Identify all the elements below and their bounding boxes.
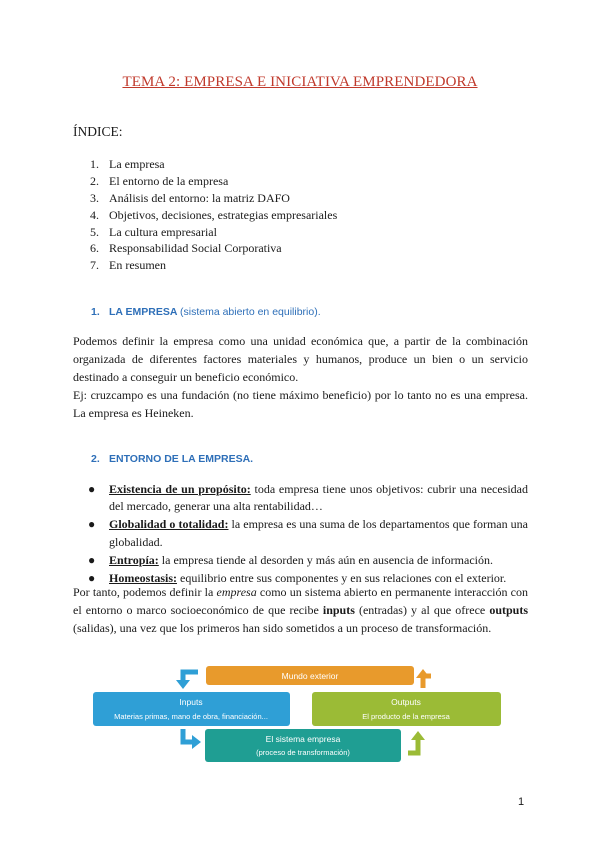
bullet-term: Existencia de un propósito: bbox=[109, 482, 251, 496]
arrow-head-icon bbox=[192, 735, 201, 749]
enterprise-system-diagram bbox=[90, 663, 504, 764]
section-1-number: 1. bbox=[91, 306, 100, 318]
bullet-term: Entropía: bbox=[109, 552, 159, 567]
index-item bbox=[90, 224, 337, 241]
index-item-text: El entorno de la empresa bbox=[109, 173, 229, 188]
section-2-summary bbox=[73, 583, 528, 637]
page-number: 1 bbox=[518, 796, 525, 808]
mundo-exterior-label: Mundo exterior bbox=[281, 671, 339, 681]
summary-text: (salidas), una vez que los primeros han sido sometidos a un proceso de transformación. bbox=[73, 621, 492, 635]
index-item-number: 1. bbox=[90, 157, 99, 171]
list-item bbox=[88, 481, 528, 516]
index-label: ÍNDICE: bbox=[73, 124, 123, 139]
summary-text: (entradas) y al que ofrece bbox=[354, 603, 490, 617]
bullet-term: Homeostasis: bbox=[109, 570, 177, 585]
list-item bbox=[88, 516, 528, 551]
summary-text: Por tanto, podemos definir la bbox=[73, 585, 217, 599]
outputs-subtitle: El producto de la empresa bbox=[362, 712, 450, 721]
bullet-icon: ● bbox=[88, 552, 96, 567]
bullet-text: equilibrio entre sus componentes y en sus relaciones con el exterior. bbox=[177, 570, 507, 585]
index-item-number: 2. bbox=[90, 173, 99, 188]
index-item bbox=[90, 173, 337, 190]
index-item-number: 4. bbox=[90, 207, 99, 222]
bullet-text: toda empresa tiene unos objetivos: cubrir una necesidad del mercado, generar una alta rentabilidad… bbox=[109, 482, 529, 514]
index-item-number: 6. bbox=[90, 241, 99, 256]
inputs-subtitle: Materias primas, mano de obra, financiación... bbox=[114, 712, 268, 721]
section-2-number: 2. bbox=[91, 453, 100, 465]
section-1-subtitle: (sistema abierto en equilibrio). bbox=[179, 306, 321, 318]
section-1-heading bbox=[91, 306, 321, 318]
bullet-icon: ● bbox=[88, 570, 96, 585]
section-2-title: ENTORNO DE LA EMPRESA. bbox=[109, 453, 254, 465]
bullet-icon: ● bbox=[88, 517, 96, 532]
bullet-term: Globalidad o totalidad: bbox=[109, 517, 229, 532]
arrow-up-icon bbox=[408, 738, 418, 753]
index-item-number: 5. bbox=[90, 224, 99, 239]
index-item-text: En resumen bbox=[109, 258, 166, 273]
outputs-title: Outputs bbox=[391, 697, 421, 707]
index-item-text: Responsabilidad Social Corporativa bbox=[109, 241, 282, 256]
sistema-empresa-subtitle: (proceso de transformación) bbox=[256, 748, 350, 757]
inputs-title: Inputs bbox=[179, 697, 203, 707]
section-1-definition: Podemos definir la empresa como una unidad económica que, a partir de la combinación organizada de diferentes factores materiales y humanos, produce un bien o un servicio destinado a conseguir un beneficio económico. bbox=[73, 334, 528, 384]
arrow-head-icon bbox=[411, 731, 425, 740]
document-title: TEMA 2: EMPRESA E INICIATIVA EMPRENDEDORA bbox=[122, 74, 478, 90]
index-item-text: Objetivos, decisiones, estrategias empresariales bbox=[109, 207, 338, 222]
section-1-example: Ej: cruzcampo es una fundación (no tiene máximo beneficio) por lo tanto no es una empresa. La empresa es Heineken. bbox=[73, 388, 528, 420]
index-list bbox=[90, 156, 337, 274]
index-item bbox=[90, 207, 337, 224]
summary-strong-outputs: outputs bbox=[489, 603, 528, 617]
sistema-empresa-title: El sistema empresa bbox=[265, 734, 341, 744]
bullet-text: la empresa tiende al desorden y más aún en ausencia de información. bbox=[158, 552, 493, 567]
index-item bbox=[90, 190, 337, 207]
index-item-text: La cultura empresarial bbox=[109, 224, 217, 239]
summary-strong-inputs: inputs bbox=[322, 603, 355, 617]
index-item-text: La empresa bbox=[109, 157, 165, 171]
bullet-text: la empresa es una suma de los departamentos que forman una globalidad. bbox=[109, 517, 528, 549]
index-item bbox=[90, 257, 337, 274]
characteristics-list bbox=[88, 481, 528, 588]
index-item bbox=[90, 240, 337, 257]
index-item-number: 7. bbox=[90, 258, 99, 273]
list-item bbox=[88, 552, 528, 569]
bullet-icon: ● bbox=[88, 482, 96, 496]
summary-text: como un sistema abierto en permanente interacción con el entorno o marco socioeconómico de que recibe bbox=[73, 585, 528, 617]
section-1-title: LA EMPRESA bbox=[109, 306, 178, 318]
index-item-text: Análisis del entorno: la matriz DAFO bbox=[109, 190, 290, 205]
section-2-heading bbox=[91, 453, 253, 465]
index-item-number: 3. bbox=[90, 190, 99, 205]
index-item bbox=[90, 156, 337, 173]
arrow-head-icon bbox=[176, 680, 190, 689]
summary-emphasis: empresa bbox=[216, 585, 257, 599]
